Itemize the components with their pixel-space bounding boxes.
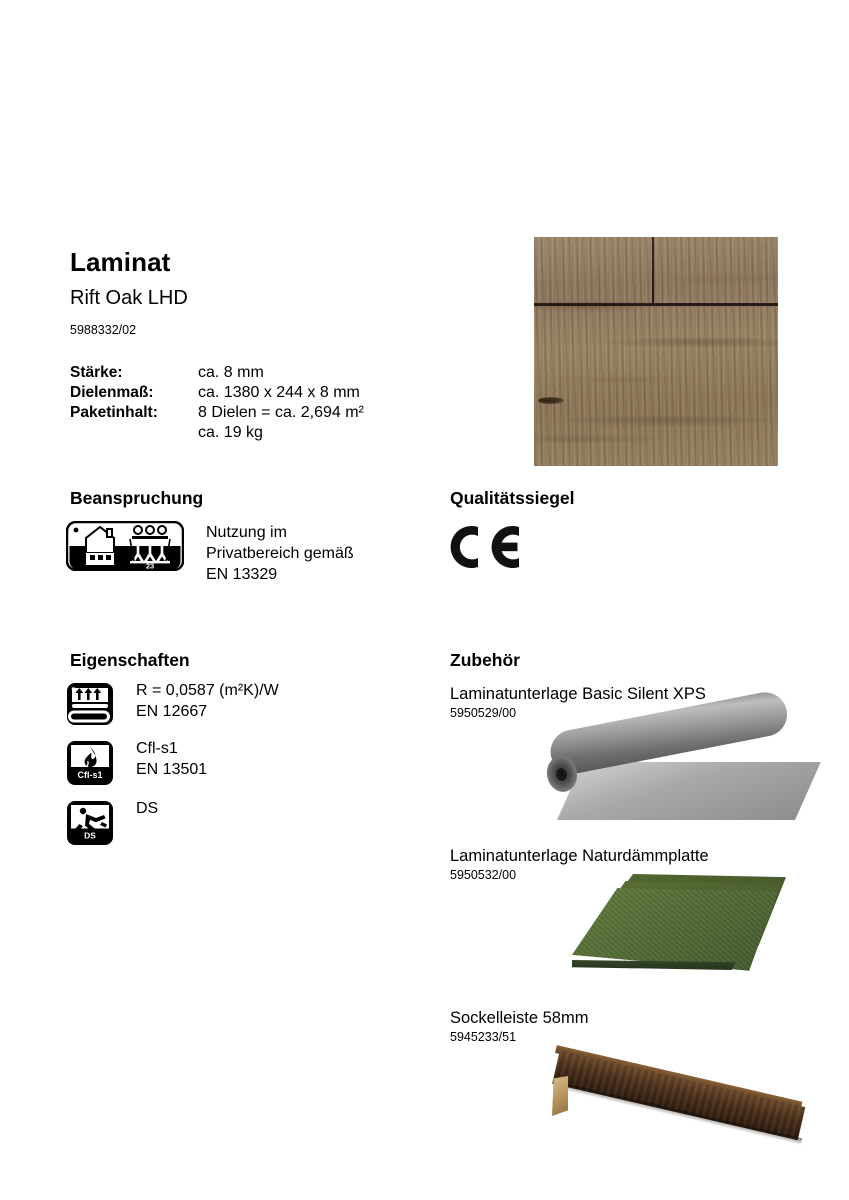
eigenschaft-line: EN 12667 (136, 703, 208, 720)
eigenschaft-line: DS (136, 800, 159, 817)
accessory-article-number: 5950529/00 (450, 706, 517, 720)
roll-unrolled-sheet (557, 762, 821, 820)
accessory-article-number: 5950532/00 (450, 868, 517, 882)
eigenschaft-item (66, 740, 279, 786)
accessory-name: Sockelleiste 58mm (450, 1009, 589, 1027)
ce-mark-icon (448, 521, 528, 573)
spec-label: Dielenmaß: (70, 384, 154, 401)
spec-label: Stärke: (70, 364, 123, 381)
usage-class-rating-label: 23 (145, 561, 155, 571)
spec-row (70, 383, 364, 403)
eigenschaft-line: R = 0,0587 (m²K)/W (136, 682, 279, 699)
usage-class-23-icon (66, 521, 184, 571)
beanspruchung-line: Privatbereich gemäß (206, 545, 354, 562)
underfloor-heating-icon (66, 682, 114, 726)
product-category: Laminat (70, 247, 171, 277)
spec-row (70, 423, 364, 443)
eigenschaft-line: Cfl-s1 (136, 740, 178, 757)
eigenschaften-heading: Eigenschaften (70, 650, 190, 670)
plank-seam-vertical (652, 237, 654, 303)
spec-label (70, 423, 198, 443)
product-article-number: 5988332/02 (70, 323, 137, 337)
accessory-photo-insulation-boards (556, 872, 796, 984)
eigenschaft-item (66, 800, 279, 846)
zubehoer-heading: Zubehör (450, 650, 520, 670)
spec-label: Paketinhalt: (70, 404, 158, 421)
product-name: Rift Oak LHD (70, 287, 188, 309)
slip-resistance-icon (66, 800, 114, 846)
eigenschaft-text (136, 738, 207, 780)
product-photo (534, 237, 778, 466)
beanspruchung-block (66, 521, 354, 585)
slip-resistance-label: DS (84, 830, 96, 841)
fire-class-icon (66, 740, 114, 786)
specifications-table (70, 363, 364, 443)
plank-seam-horizontal (534, 303, 778, 306)
eigenschaft-item (66, 682, 279, 726)
eigenschaft-text (136, 798, 158, 819)
accessory-photo-skirting-board (548, 1044, 808, 1184)
accessory-photo-xps-roll (545, 718, 797, 824)
spec-value: ca. 19 kg (198, 424, 263, 441)
eigenschaften-list (66, 682, 279, 860)
spec-value: 8 Dielen = ca. 2,694 m² (198, 404, 364, 421)
fire-class-label: Cfl-s1 (77, 769, 103, 780)
beanspruchung-line: EN 13329 (206, 566, 278, 583)
beanspruchung-text (206, 522, 354, 585)
spec-value: ca. 1380 x 244 x 8 mm (198, 384, 360, 401)
eigenschaft-line: EN 13501 (136, 761, 208, 778)
eigenschaft-text (136, 680, 279, 722)
qualitaetssiegel-heading: Qualitätssiegel (450, 488, 575, 508)
skirting-end-cut (552, 1076, 568, 1116)
accessory-article-number: 5945233/51 (450, 1030, 517, 1044)
beanspruchung-heading: Beanspruchung (70, 488, 204, 508)
spec-row (70, 363, 364, 383)
wood-knot (538, 397, 564, 404)
wood-grain-overlay (534, 237, 778, 466)
qualitaetssiegel-block (448, 521, 528, 573)
accessory-item (450, 1008, 588, 1045)
beanspruchung-line: Nutzung im (206, 524, 287, 541)
accessory-name: Laminatunterlage Naturdämmplatte (450, 847, 709, 865)
spec-value: ca. 8 mm (198, 364, 264, 381)
accessory-name: Laminatunterlage Basic Silent XPS (450, 685, 706, 703)
spec-row (70, 403, 364, 423)
product-title-block (70, 247, 188, 337)
